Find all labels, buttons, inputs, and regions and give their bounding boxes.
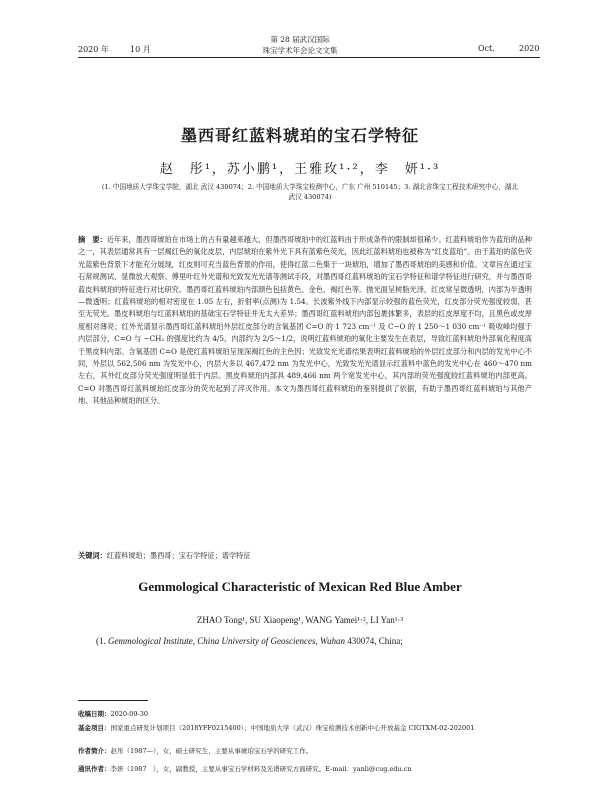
corr-label: 通讯作者： [78,765,111,773]
abstract-text: 近年来，墨西哥琥珀在市场上的占有量越来越大，但墨西哥琥珀中的红蓝料由于形成条件的限制却很稀少。红蓝料琥珀作为蓝珀的品种之一，其表层通常具有一层褐红色的氧化皮层，内层琥珀在紫外光下具有蓝紫色荧光，因此红蓝料琥珀也被称为“红皮蓝珀”。由于蓝珀的蓝色荧光蓝紫色背景下才能充分展现，红皮则可充当蓝色背景的作用，使得红蓝二色集于一块琥珀，增加了墨西哥琥珀的美感和价值。文章旨在通过宝石常规测试、显微放大观察、傅里叶红外光谱和光致发光光谱等测试手段，对墨西哥红蓝料琥珀的宝石学特征和谱学特征进行研究，并与墨西哥蓝皮料琥珀的特征进行对比研究。墨西哥红蓝料琥珀内部颜色包括黄色、金色、褐红色等。抛光面呈树脂光泽，红皮常呈微透明，内部为半透明—微透明；红蓝料琥珀的相对密度在 1.05 左右，折射率(点测)为 1.54。长波紫外线下内部显示较强的蓝色荧光，红皮部分荧光强度较弱，甚至无荧光。墨皮料琥珀与红蓝料琥珀的基础宝石学特征并无太大差异；墨西哥红蓝料琥珀内部包裹体繁多，表层的红皮厚度不均，且黑色或皮厚度相对薄亮；红外光谱显示墨西哥红蓝料琥珀外层红皮部分的含氧基团 C=O 的 1 723 cm⁻¹ 及 C−O 的 1 250～1 030 cm⁻¹ 吸收峰均强于内层部分，C=O 与 −CH₂ 的强度比约为 4/5，内部约为 2/5～1/2，说明红蓝料琥珀的氧化主要发生在表层，导致红蓝料琥珀外部氧化程度高于黑皮料内部。含氧基团 C=O 是使红蓝料琥珀呈现深褐红色的主色因；光致发光光谱结果表明红蓝料琥珀的外层红皮部分和内层的发光中心不同，外层以 562,506 nm 为发光中心，内层大多以 467,472 nm 为发光中心，光致发光光谱显示红蓝料中蓝色的发光中心在 460～470 nm 左右，其外红皮部分荧光强度明显低于内层。黑皮料琥珀内部具 489,466 nm 两个宽发光中心，其内部的荧光强度较红蓝料琥珀内部更高。C=O 对墨西哥红蓝料琥珀红皮部分的荧光起到了淬灭作用。本文为墨西哥红蓝料琥珀的鉴别提供了依据，有助于墨西哥红蓝料琥珀与其他产地、其他品种琥珀的区分。 [78,235,532,406]
paper-title-en: Gemmological Characteristic of Mexican Red Blue Amber [138,579,462,594]
header-month: 10 月 [130,45,151,54]
keywords-zh [78,551,532,561]
author-text: 赵彤（1987—），女，硕士研究生，主要从事琥珀宝石学的研究工作。 [110,747,313,755]
header-year: 2020 年 [78,45,109,54]
header-rule [78,57,540,58]
fund-label: 基金项目： [78,724,111,732]
received-label: 收稿日期： [78,710,111,718]
affiliation-en-institute: Gemmological Institute, China University of Geosciences, Wuhan [108,636,345,646]
authors-en: ZHAO Tong¹, SU Xiaopeng¹, WANG Yamei¹·², LI Yan¹·³ [196,615,404,625]
header-month-en: Oct. [478,44,495,53]
author-label: 作者简介： [78,747,111,755]
keywords-text: 红蓝料琥珀；墨西哥；宝石学特征；谱学特征 [106,551,251,560]
footnote-author [78,746,538,757]
header-year-en: 2020 [519,44,540,53]
authors-zh: 赵 彤¹，苏小鹏¹，王雅玫¹·²，李 妍¹·³ [159,162,441,177]
header-journal-line1: 第 28 届武汉国际 [270,35,330,44]
corr-text: 李妍（1987 ），女，副教授，主要从事宝石学材料及光谱研究方面研究。E-mail：yanli@cug.edu.cn [110,765,412,773]
affiliation-en-prefix: (1. [96,636,108,646]
received-date: 2020-09-30 [110,710,148,718]
keywords-label: 关键词： [78,551,107,560]
abstract-label: 摘 要： [78,235,107,244]
abstract-zh [78,234,532,408]
footnote-rule [78,700,148,701]
header-journal [0,34,600,56]
footnote-fund [78,723,538,734]
header-journal-line2: 珠宝学术年会论文文集 [262,46,338,55]
fund-text: 国家重点研发计划项目（2018YFF0215400）；中国地质大学（武汉）珠宝检测技术创新中心开放基金 CIGTXM-02-202001 [110,724,475,732]
affiliation-en-suffix: 430074, China; [344,636,403,646]
footnote-received [78,709,538,720]
footnote-corresponding [78,764,538,775]
paper-title-zh: 墨西哥红蓝料琥珀的宝石学特征 [180,126,419,145]
affiliation-en [96,636,536,646]
affiliation-zh: (1. 中国地质大学珠宝学院，湖北 武汉 430074；2. 中国地质大学珠宝检测中心，广东 广州 510145；3. 湖北省珠宝工程技术研究中心，湖北 武汉 430074) [101,183,519,201]
